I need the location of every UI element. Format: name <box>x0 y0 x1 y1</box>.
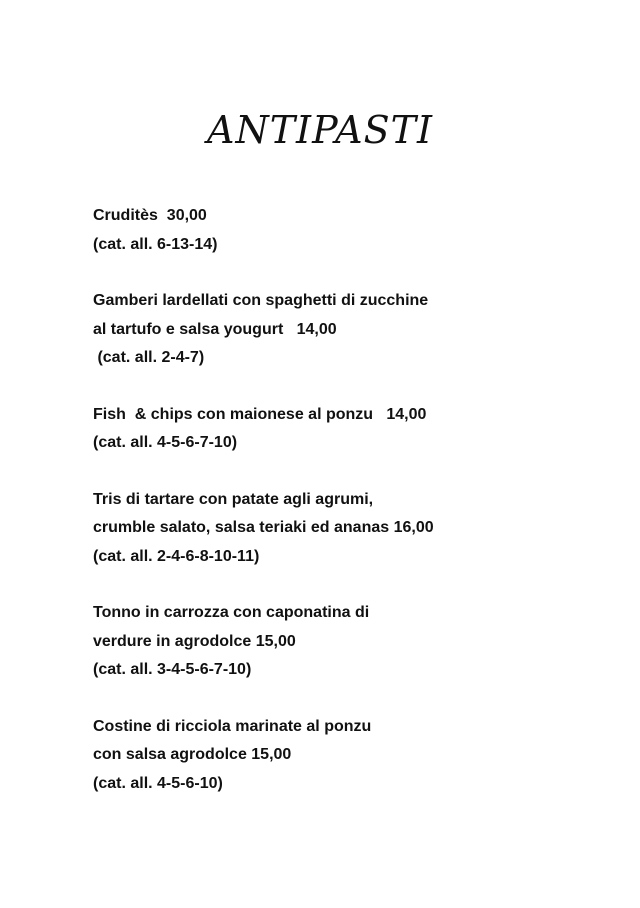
menu-item-name: Cruditès 30,00 <box>93 207 207 224</box>
menu-item-allergens: (cat. all. 2-4-7) <box>93 349 205 366</box>
menu-item <box>93 401 623 458</box>
menu-item <box>93 713 623 799</box>
menu-item <box>93 599 623 685</box>
menu-item <box>93 486 623 572</box>
page-title: ANTIPASTI <box>207 108 433 152</box>
menu-item-allergens: (cat. all. 2-4-6-8-10-11) <box>93 547 260 565</box>
menu-item-allergens: (cat. all. 3-4-5-6-7-10) <box>93 661 252 678</box>
menu-item-name-price: Fish & chips con maionese al ponzu 14,00 <box>93 405 427 423</box>
menu-item-name-price: con salsa agrodolce 15,00 <box>93 746 292 763</box>
menu-item-allergens: (cat. all. 4-5-6-10) <box>93 774 223 792</box>
menu-item-name: Gamberi lardellati con spaghetti di zucchine <box>93 292 429 309</box>
menu-item-name: Tonno in carrozza con caponatina di <box>93 604 370 621</box>
menu-item-allergens: (cat. all. 6-13-14) <box>93 235 218 253</box>
menu-item-name-price: crumble salato, salsa teriaki ed ananas 16,00 <box>93 519 434 536</box>
menu-item-name: Tris di tartare con patate agli agrumi, <box>93 490 374 508</box>
menu-item-allergens: (cat. all. 4-5-6-7-10) <box>93 434 238 451</box>
menu-item-name: Costine di ricciola marinate al ponzu <box>93 717 372 735</box>
menu-item <box>93 287 623 373</box>
menu-item-name-price: verdure in agrodolce 15,00 <box>93 632 296 650</box>
menu-item-name-price: al tartufo e salsa yougurt 14,00 <box>93 320 337 338</box>
menu-items-list <box>93 202 623 826</box>
menu-item <box>93 202 623 259</box>
